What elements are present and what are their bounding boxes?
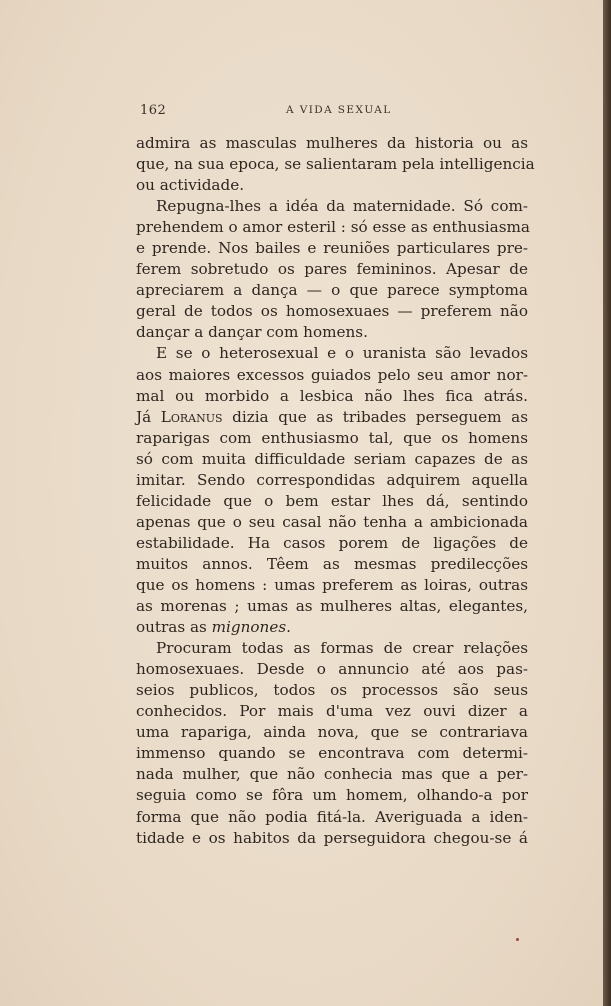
text-line [136,680,528,701]
text-segment: immenso quando se encontrava com determi- [136,744,528,763]
text-line [136,365,528,386]
text-segment: E se o heterosexual e o uranista são levados [156,344,528,363]
text-segment: dançar a dançar com homens. [136,323,368,342]
text-line [136,301,528,322]
text-segment: aos maiores excessos guiados pelo seu amor nor- [136,365,528,384]
text-segment: que os homens : umas preferem as loiras, outras [136,575,528,594]
ink-speck [516,938,519,941]
text-line [136,743,528,764]
text-line [136,575,528,596]
text-segment: conhecidos. Por mais d'uma vez ouvi dizer a [136,702,528,721]
text-line [136,386,528,407]
text-segment: seguia como se fôra um homem, olhando-a por [136,786,528,805]
text-line [136,512,528,533]
text-segment: muitos annos. Têem as mesmas predilecções [136,554,528,573]
text-line [136,217,528,238]
text-segment: dizia que as tribades perseguem as [222,407,528,426]
text-segment: geral de todos os homosexuaes — preferem não [136,302,528,321]
text-segment: ou actividade. [136,176,245,195]
text-segment: tidade e os habitos da perseguidora chegou-se á [136,828,528,847]
text-line [136,701,528,722]
text-line [136,491,528,512]
text-segment: e prende. Nos bailes e reuniões particulares pre- [136,239,528,258]
text-segment: . [286,618,291,637]
text-line [136,764,528,785]
text-line [136,259,528,280]
text-line [136,807,528,828]
text-line [136,533,528,554]
text-line [136,322,528,343]
text-line [136,638,528,659]
text-segment: Já [136,407,161,426]
text-line [136,596,528,617]
text-segment: que, na sua epoca, se salientaram pela intelligencia [136,155,535,174]
text-line [136,785,528,806]
text-segment: imitar. Sendo correspondidas adquirem aquella [136,470,528,489]
text-line [136,154,535,175]
text-segment: forma que não podia fitá-la. Averiguada a iden- [136,807,528,826]
text-segment: nada mulher, que não conhecia mas que a per- [136,765,528,784]
text-line [136,133,528,154]
body-text [136,133,535,849]
text-line [136,343,528,364]
text-segment: prehendem o amor esteril : só esse as enthusiasma [136,218,530,237]
text-line [136,722,528,743]
author-name: Loranus [160,407,223,426]
text-line [136,196,528,217]
text-segment: admira as masculas mulheres da historia ou as [136,134,528,152]
text-segment: seios publicos, todos os processos são seus [136,681,528,700]
text-segment: felicidade que o bem estar lhes dá, sentindo [136,491,528,510]
text-segment: homosexuaes. Desde o annuncio até aos pas- [136,660,528,679]
text-segment: as morenas ; umas as mulheres altas, elegantes, [136,597,528,616]
text-segment: apenas que o seu casal não tenha a ambicionada [136,512,528,531]
text-line [136,554,528,575]
text-segment: estabilidade. Ha casos porem de ligações de [136,533,528,552]
text-segment: Repugna-lhes a idéa da maternidade. Só com- [156,197,528,216]
text-line [136,617,528,638]
text-segment: mal ou morbido a lesbica não lhes fica atrás. [136,386,528,405]
running-title: A VIDA SEXUAL [286,104,392,116]
text-line [136,175,528,196]
text-segment: Procuram todas as formas de crear relações [156,639,528,658]
text-segment: outras as [136,618,212,637]
text-line [136,449,528,470]
page-header [136,101,528,121]
text-segment: raparigas com enthusiasmo tal, que os homens [136,428,528,447]
text-line [136,428,528,449]
text-segment: ferem sobretudo os pares femininos. Apesar de [136,260,528,279]
text-line [136,659,528,680]
text-segment: só com muita difficuldade seriam capazes de as [136,449,528,468]
text-line [136,828,528,849]
text-line [136,238,528,259]
text-line [136,407,528,428]
italic-term: mignones [211,618,287,637]
text-line [136,280,528,301]
text-segment: apreciarem a dança — o que parece symptoma [136,281,528,300]
text-segment: uma rapariga, ainda nova, que se contrariava [136,723,528,742]
text-line [136,470,528,491]
page-edge [603,0,611,1006]
page-number: 162 [140,103,167,118]
